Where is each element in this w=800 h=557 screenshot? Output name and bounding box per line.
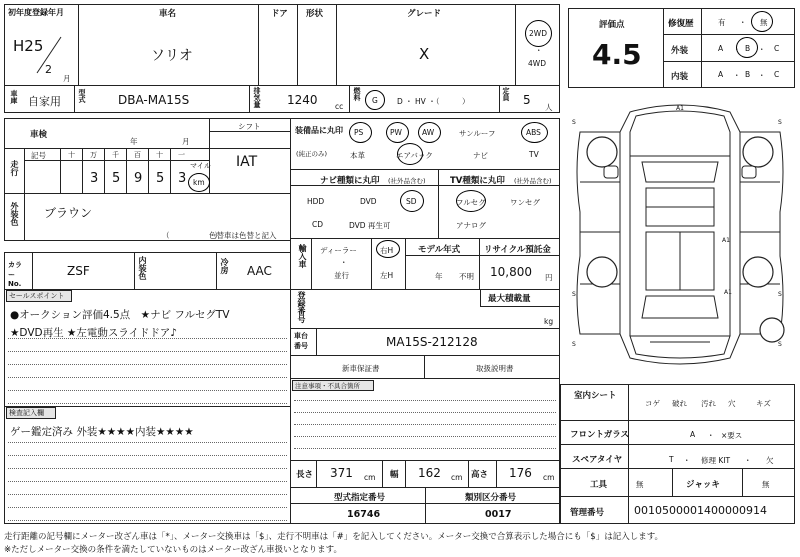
month-unit: 月 — [63, 74, 71, 83]
exterior-grade-1: ・ — [733, 45, 741, 54]
interior-sheet-label: 室内シート — [574, 391, 617, 401]
mileage-divider — [60, 148, 61, 194]
repair-opt-1: ・ — [739, 18, 747, 27]
car-damage-diagram — [564, 96, 796, 374]
mileage-unit-3: 百 — [134, 151, 141, 159]
mileage-divider — [170, 148, 171, 194]
mileage-unit-5: 一 — [178, 151, 185, 159]
repair-opt-2: 無 — [760, 18, 768, 27]
chassis-label: 車台番号 — [294, 332, 308, 350]
seat-item-3: 穴 — [728, 399, 736, 408]
length-label: 長さ — [296, 470, 314, 480]
seat-item-4: キズ — [756, 399, 771, 408]
class-no-label: 類別区分番号 — [465, 493, 517, 503]
ruled-line — [8, 520, 287, 521]
cc-unit: cc — [335, 102, 344, 111]
tv-fullseg: フルセグ — [456, 198, 486, 207]
warranty-manual: 取扱説明書 — [476, 364, 514, 373]
ruled-line — [8, 455, 287, 456]
tv-label: TV — [529, 150, 539, 159]
interior-grade-0: A — [718, 70, 724, 79]
door-cell — [258, 4, 298, 86]
ruled-line — [294, 448, 556, 449]
leather-label: 本革 — [350, 151, 365, 160]
shape-label: 形状 — [306, 9, 324, 19]
fuel-options: D ・ HV ・（ ） — [397, 97, 470, 106]
tv-oneseg: ワンセグ — [510, 198, 540, 207]
auction-sheet — [4, 4, 794, 524]
tv-analog: アナログ — [456, 221, 486, 230]
ruled-line — [8, 507, 287, 508]
ruled-line — [8, 390, 287, 391]
mileage-unit-1: 万 — [90, 151, 97, 159]
width-value: 162 — [418, 466, 441, 480]
width-label: 幅 — [390, 470, 399, 480]
navi-label: ナビ — [473, 151, 488, 160]
class-no-value: 0017 — [485, 509, 512, 520]
mark-s-bl: S — [572, 341, 576, 348]
score-label: 評価点 — [599, 20, 625, 30]
mileage-label: 走行 — [10, 160, 19, 176]
ps-label: PS — [354, 128, 364, 137]
height-unit: cm — [543, 473, 555, 482]
navi-hdd: HDD — [307, 197, 325, 206]
shift-value: IAT — [236, 154, 258, 170]
import-left-h: 左H — [380, 271, 394, 280]
mileage-divider — [148, 148, 149, 194]
mark-s-fl: S — [572, 119, 576, 126]
length-value: 371 — [330, 466, 353, 480]
seat-item-0: コゲ — [645, 399, 660, 408]
ruled-line — [294, 436, 556, 437]
airbag-label: エアバック — [396, 151, 433, 160]
ruled-line — [294, 424, 556, 425]
model-year-year: 年 — [435, 272, 443, 281]
use-value: 自家用 — [28, 95, 61, 108]
footer-line-1: 走行距離の記号欄にメーター改ざん車は「*」、メーター交換車は「$」、走行不明車は「#」を記入してください。メーター交換で合算表示した場合にも「$」は記入します。 — [4, 532, 664, 542]
score-value: 4.5 — [592, 38, 642, 71]
ruled-line — [8, 403, 287, 404]
mileage-divider — [104, 148, 105, 194]
drive-dot: ・ — [535, 46, 543, 55]
tv-type-sub: (社外品含む) — [514, 177, 552, 185]
capacity-value: 5 — [523, 93, 531, 107]
windshield-dot: ・ — [707, 431, 715, 440]
mile-label: マイル — [190, 162, 211, 170]
grade-cell — [336, 4, 516, 86]
navi-type-sub: (社外品含む) — [388, 177, 426, 185]
mark-s-rr: S — [778, 291, 782, 298]
width-unit: cm — [451, 473, 463, 482]
ruled-line — [8, 377, 287, 378]
repair-history-label: 修復歴 — [668, 19, 694, 29]
repair-opt-0: 有 — [718, 18, 726, 27]
mileage-unit-0: 十 — [68, 151, 75, 159]
inspection-label: 車検 — [30, 130, 48, 140]
spare-label: スペアタイヤ — [572, 455, 623, 465]
footer-line-2: ※ただしメーター交換の条件を満たしていないものはメーター改ざん車扱いとなります。 — [4, 545, 342, 555]
mark-a1-right: A1 — [722, 237, 730, 244]
ruled-line — [294, 412, 556, 413]
import-dealer: ディーラー — [320, 246, 357, 255]
grade-label: グレード — [407, 9, 442, 19]
sales-point-line2: ★DVD再生 ★左電動スライドドア♪ — [10, 327, 177, 339]
import-label: 輸入車 — [298, 244, 307, 268]
color-no-value: ZSF — [67, 264, 90, 278]
mark-a1-front: A1 — [676, 105, 684, 112]
equipment-label: 装備品に丸印 — [295, 126, 343, 135]
door-label: ドア — [271, 9, 288, 19]
sales-point-label: セールスポイント — [9, 292, 65, 300]
mileage-unit-2: 千 — [112, 151, 119, 159]
import-parallel: 並行 — [334, 271, 349, 280]
row-use-model — [4, 85, 560, 113]
recycle-unit: 円 — [545, 273, 553, 282]
recycle-label: リサイクル預託金 — [484, 245, 551, 255]
navi-type-label: ナビ種類に丸印 — [320, 176, 380, 186]
shift-label: シフト — [238, 122, 261, 131]
grade-value: X — [419, 45, 430, 63]
displacement-value: 1240 — [287, 93, 318, 107]
inspector-text: ゲー鑑定済み 外装★★★★内装★★★★ — [10, 426, 194, 438]
mileage-digit: 5 — [156, 171, 165, 186]
exterior-label: 外装 — [671, 46, 689, 56]
pw-label: PW — [390, 128, 402, 137]
spare-dot-2: ・ — [744, 456, 752, 465]
capacity-label: 定員 — [502, 87, 510, 101]
type-no-value: 16746 — [347, 509, 381, 520]
mileage-digit: 3 — [90, 171, 99, 186]
ruled-line — [8, 468, 287, 469]
sales-point-line1: ●オークション評価4.5点 ★ナビ フルセグTV — [10, 309, 230, 321]
ruled-line — [8, 338, 287, 339]
ruled-line — [8, 351, 287, 352]
exterior-grade-2: B — [745, 44, 751, 53]
4wd-label: 4WD — [528, 59, 546, 68]
reg-no-label: 登録番号 — [297, 291, 306, 323]
mileage-unit-4: 十 — [156, 151, 163, 159]
inspection-year: 年 — [130, 137, 138, 146]
first-reg-month: 2 — [45, 63, 52, 76]
equipment-sub: (純正のみ) — [296, 150, 328, 158]
model-year-label: モデル年式 — [418, 245, 461, 255]
type-no-label: 型式指定番号 — [334, 493, 386, 503]
mgmt-label: 管理番号 — [570, 508, 605, 518]
navi-sd: SD — [406, 197, 417, 206]
km-label: km — [193, 178, 205, 187]
seat-item-2: 汚れ — [701, 399, 716, 408]
mileage-kigo: 記号 — [31, 151, 46, 160]
first-reg-era: H25 — [13, 37, 44, 55]
abs-label: ABS — [526, 128, 541, 137]
car-name-label: 車名 — [159, 9, 177, 19]
height-value: 176 — [509, 466, 532, 480]
interior-label: 内装 — [671, 72, 689, 82]
length-unit: cm — [364, 473, 376, 482]
first-reg-cell — [4, 4, 79, 86]
2wd-label: 2WD — [529, 29, 547, 38]
ruled-line — [8, 442, 287, 443]
max-load-label: 最大積載量 — [488, 294, 531, 304]
chassis-value: MA15S-212128 — [386, 335, 478, 349]
color-no-label: カラーNo. — [8, 261, 22, 288]
height-label: 高さ — [471, 470, 489, 480]
inspection-month: 月 — [182, 137, 190, 146]
windshield-a: A — [690, 430, 696, 439]
capacity-unit: 人 — [545, 103, 553, 112]
car-name-cell — [78, 4, 259, 86]
warranty-block — [290, 355, 560, 379]
mileage-digit: 5 — [112, 171, 121, 186]
fuel-label: 燃料 — [353, 87, 361, 101]
car-name: ソリオ — [151, 48, 193, 64]
jack-value: 無 — [762, 480, 770, 489]
first-reg-label: 初年度登録年月 — [8, 8, 64, 17]
color-value: ブラウン — [44, 206, 93, 220]
recycle-value: 10,800 — [490, 265, 532, 279]
ruled-line — [8, 364, 287, 365]
model-year-unknown: 不明 — [459, 272, 474, 281]
import-dot: ・ — [340, 258, 348, 267]
color-note: 色替車は色替と記入 — [209, 231, 277, 240]
interior-grade-1: ・ — [733, 71, 741, 80]
spare-dot-1: ・ — [683, 456, 691, 465]
inspector-label: 検査記入欄 — [9, 409, 44, 417]
fuel-g: G — [372, 96, 378, 105]
navi-cd: CD — [312, 220, 324, 229]
warranty-new: 新車保証書 — [342, 364, 380, 373]
interior-color-label: 内装色 — [138, 256, 147, 280]
displacement-label: 排気量 — [253, 87, 261, 108]
aircon-value: AAC — [247, 264, 272, 278]
color-label: 外装色 — [10, 202, 19, 226]
import-right-h: 右H — [380, 246, 394, 255]
mark-s-br: S — [778, 341, 782, 348]
ruled-line — [8, 481, 287, 482]
sunroof-label: サンルーフ — [459, 129, 496, 138]
mileage-divider — [126, 148, 127, 194]
shape-cell — [297, 4, 337, 86]
exterior-grade-4: C — [774, 44, 780, 53]
aircon-label: 冷房 — [220, 258, 229, 274]
mark-s-rl: S — [572, 291, 576, 298]
mgmt-value: 0010500001400000914 — [634, 504, 767, 517]
mileage-digit: 3 — [178, 171, 187, 186]
use-label: 車庫 — [10, 90, 18, 104]
exterior-grade-0: A — [718, 44, 724, 53]
model-label: 型式 — [78, 89, 86, 103]
interior-grade-4: C — [774, 70, 780, 79]
mark-a1-rear: A1 — [724, 289, 732, 296]
ruled-line — [8, 494, 287, 495]
tools-value: 無 — [636, 480, 644, 489]
spare-none: 欠 — [766, 456, 774, 465]
tv-type-label: TV種類に丸印 — [450, 176, 505, 186]
seat-item-1: 破れ — [672, 399, 687, 408]
color-paren: （ ） — [162, 231, 222, 240]
aw-label: AW — [422, 128, 435, 137]
ruled-line — [294, 400, 556, 401]
kg-unit: kg — [544, 317, 554, 326]
navi-dvd: DVD — [360, 197, 377, 206]
mark-s-fr: S — [778, 119, 782, 126]
tools-label: 工具 — [590, 480, 608, 490]
model-value: DBA-MA15S — [118, 93, 190, 107]
mileage-divider — [82, 148, 83, 194]
notes-label: 注意事項・不具合箇所 — [295, 382, 360, 390]
navi-dvd-play: DVD 再生可 — [349, 221, 391, 230]
interior-grade-3: ・ — [758, 71, 766, 80]
windshield-x: ×要ス — [721, 431, 743, 440]
spare-t: T — [669, 455, 674, 464]
exterior-grade-3: ・ — [758, 45, 766, 54]
mileage-digit: 9 — [134, 171, 143, 186]
jack-label: ジャッキ — [686, 480, 720, 490]
drive-cell — [515, 4, 560, 86]
interior-grade-2: B — [745, 70, 751, 79]
spare-kit: 修理 KIT — [701, 456, 731, 465]
windshield-label: フロントガラス — [570, 430, 629, 440]
